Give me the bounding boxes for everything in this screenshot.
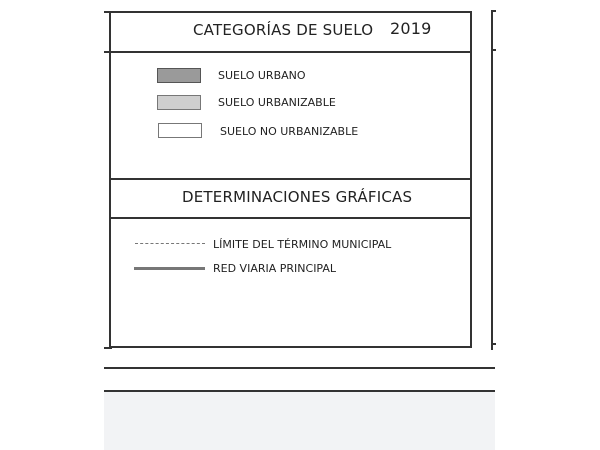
right-bracket-tick <box>491 49 496 51</box>
legend-label: SUELO URBANIZABLE <box>218 96 336 109</box>
tick-mark <box>104 11 112 13</box>
swatch-suelo-urbanizable <box>157 95 201 110</box>
swatch-suelo-urbano <box>157 68 201 83</box>
dashed-line-symbol <box>135 243 205 244</box>
swatch-suelo-no-urbanizable <box>158 123 202 138</box>
section-divider <box>109 217 472 219</box>
bottom-rule <box>104 367 495 369</box>
tick-mark <box>104 347 112 349</box>
page-title: CATEGORÍAS DE SUELO <box>193 21 374 39</box>
legend-label: RED VIARIA PRINCIPAL <box>213 262 337 275</box>
right-bracket-tick <box>491 10 496 12</box>
right-bracket-tick <box>491 343 496 345</box>
footer-area <box>104 392 495 450</box>
header-divider <box>109 51 472 53</box>
solid-line-symbol <box>134 267 205 270</box>
legend-label: LÍMITE DEL TÉRMINO MUNICIPAL <box>213 238 392 251</box>
legend-label: SUELO URBANO <box>218 69 306 82</box>
section-divider <box>109 178 472 180</box>
year-label: 2019 <box>390 19 432 38</box>
legend-label: SUELO NO URBANIZABLE <box>220 125 359 138</box>
section-title: DETERMINACIONES GRÁFICAS <box>182 188 413 206</box>
right-bracket <box>491 10 493 350</box>
